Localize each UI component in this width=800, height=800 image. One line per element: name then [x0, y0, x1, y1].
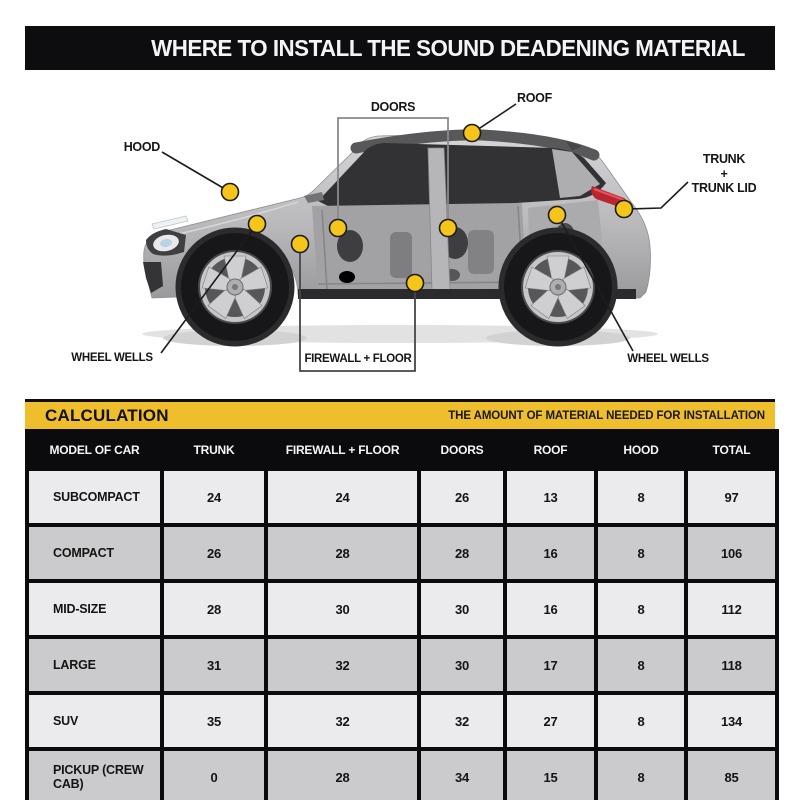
- cell-roof: 16: [505, 525, 596, 581]
- cell-firewall-floor: 24: [266, 469, 419, 525]
- roof-marker: [464, 125, 481, 142]
- cell-roof: 13: [505, 469, 596, 525]
- col-header-model: MODEL OF CAR: [27, 431, 162, 469]
- cell-trunk: 28: [162, 581, 266, 637]
- doors-label: DOORS: [370, 100, 416, 114]
- cell-hood: 8: [596, 693, 686, 749]
- rear-wheel-well-marker: [549, 207, 566, 224]
- cell-roof: 15: [505, 749, 596, 800]
- hood-label: HOOD: [123, 140, 160, 154]
- trunk-label-line1: TRUNK: [702, 152, 746, 166]
- cell-model: SUV: [27, 693, 162, 749]
- cell-firewall-floor: 32: [266, 637, 419, 693]
- col-header-roof: ROOF: [505, 431, 596, 469]
- wheel-wells-left-label: WHEEL WELLS: [71, 352, 153, 364]
- calculation-subheading: THE AMOUNT OF MATERIAL NEEDED FOR INSTALLATION: [448, 409, 765, 422]
- trunk-label-line3: TRUNK LID: [691, 181, 757, 195]
- cell-roof: 16: [505, 581, 596, 637]
- cell-trunk: 31: [162, 637, 266, 693]
- cell-roof: 17: [505, 637, 596, 693]
- trunk-label: [680, 152, 768, 196]
- headlight: [146, 216, 188, 256]
- rear-wheel: [504, 233, 612, 341]
- cell-hood: 8: [596, 581, 686, 637]
- cell-roof: 27: [505, 693, 596, 749]
- cell-doors: 30: [419, 581, 505, 637]
- cell-trunk: 0: [162, 749, 266, 800]
- cell-doors: 26: [419, 469, 505, 525]
- cell-firewall-floor: 28: [266, 749, 419, 800]
- cell-hood: 8: [596, 637, 686, 693]
- cell-firewall-floor: 32: [266, 693, 419, 749]
- cell-total: 85: [686, 749, 777, 800]
- cell-model: LARGE: [27, 637, 162, 693]
- table-row: [27, 525, 777, 581]
- roof-label: ROOF: [517, 91, 552, 105]
- table-header-row: [27, 431, 777, 469]
- cell-trunk: 26: [162, 525, 266, 581]
- wheel-wells-right-label: WHEEL WELLS: [627, 353, 709, 365]
- hood-marker: [222, 184, 239, 201]
- col-header-trunk: TRUNK: [162, 431, 266, 469]
- material-table: [25, 429, 779, 800]
- cell-total: 106: [686, 525, 777, 581]
- cell-total: 118: [686, 637, 777, 693]
- cell-total: 97: [686, 469, 777, 525]
- table-row: [27, 693, 777, 749]
- col-header-firewall: FIREWALL + FLOOR: [266, 431, 419, 469]
- cell-trunk: 35: [162, 693, 266, 749]
- calculation-header-bar: [25, 399, 775, 429]
- car-body: [143, 134, 651, 341]
- cell-model: PICKUP (CREW CAB): [27, 749, 162, 800]
- cell-firewall-floor: 28: [266, 525, 419, 581]
- cell-hood: 8: [596, 525, 686, 581]
- front-door-marker: [330, 220, 347, 237]
- page-title: WHERE TO INSTALL THE SOUND DEADENING MATERIAL: [151, 34, 745, 61]
- front-wheel-well-marker: [249, 216, 266, 233]
- cell-model: SUBCOMPACT: [27, 469, 162, 525]
- cell-model: COMPACT: [27, 525, 162, 581]
- table-row: [27, 749, 777, 800]
- trunk-marker: [616, 201, 633, 218]
- calculation-heading: CALCULATION: [45, 405, 169, 425]
- col-header-hood: HOOD: [596, 431, 686, 469]
- firewall-marker: [292, 236, 309, 253]
- cell-model: MID-SIZE: [27, 581, 162, 637]
- table-row: [27, 581, 777, 637]
- cell-doors: 34: [419, 749, 505, 800]
- cell-doors: 28: [419, 525, 505, 581]
- cell-firewall-floor: 30: [266, 581, 419, 637]
- cell-hood: 8: [596, 469, 686, 525]
- cell-doors: 30: [419, 637, 505, 693]
- table-row: [27, 637, 777, 693]
- floor-marker: [407, 275, 424, 292]
- calculation-section: [25, 399, 775, 800]
- cell-trunk: 24: [162, 469, 266, 525]
- front-wheel: [181, 233, 289, 341]
- col-header-total: TOTAL: [686, 431, 777, 469]
- cell-total: 112: [686, 581, 777, 637]
- table-row: [27, 469, 777, 525]
- col-header-doors: DOORS: [419, 431, 505, 469]
- firewall-floor-label: FIREWALL + FLOOR: [304, 353, 412, 365]
- cell-hood: 8: [596, 749, 686, 800]
- rear-door-marker: [440, 220, 457, 237]
- trunk-label-line2: +: [720, 166, 728, 181]
- cell-doors: 32: [419, 693, 505, 749]
- cell-total: 134: [686, 693, 777, 749]
- car-diagram: [0, 0, 800, 398]
